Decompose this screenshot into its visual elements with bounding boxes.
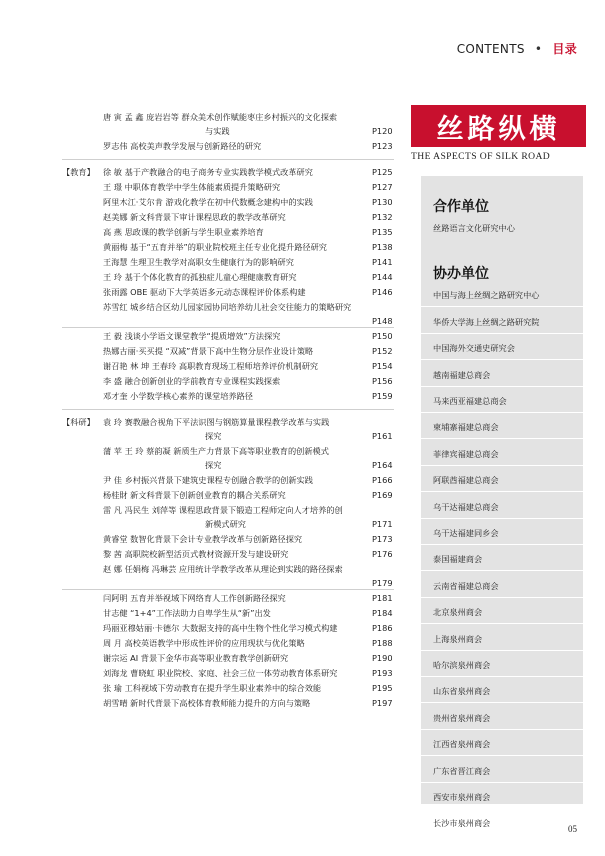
toc-entry[interactable]: [103, 638, 305, 649]
toc-entry-title: 唐 寅 孟 鑫 庞岩岩等 群众美术创作赋能枣庄乡村振兴的文化探索: [103, 112, 338, 122]
toc-entry-title: 热娜古丽·买买提 “双减”背景下高中生物分层作业设计策略: [103, 346, 314, 356]
toc-entry-title: 王 毅 浅谈小学语文课堂教学“提质增效”方法探究: [103, 331, 281, 341]
toc-entry[interactable]: [103, 112, 337, 123]
toc-entry-title: 玛丽亚穆姑丽·卡德尔 大数据支持的高中生物个性化学习模式构建: [103, 623, 338, 633]
toc-page-number: P171: [372, 519, 393, 529]
panel-row-divider: [421, 333, 583, 334]
page-number: 05: [568, 824, 577, 834]
toc-entry-title: 苏雪红 城乡结合区幼儿园家园协同培养幼儿社会交往能力的策略研究: [103, 302, 352, 312]
toc-page-number: P127: [372, 182, 393, 192]
panel-organization: 阿联酋福建总商会: [433, 475, 499, 486]
panel-row-divider: [421, 834, 583, 835]
toc-entry-continuation: 新模式研究: [205, 519, 246, 529]
toc-entry-title: 黄睿堂 数智化背景下会计专业教学改革与创新路径探究: [103, 534, 303, 544]
panel-row-divider: [421, 359, 583, 360]
panel-row-divider: [421, 623, 583, 624]
header-dot: •: [534, 42, 543, 56]
toc-entry-title: 谢宗运 AI 背景下金华市高等职业教育教学创新研究: [103, 653, 289, 663]
toc-entry[interactable]: [103, 182, 280, 193]
toc-page-number: P186: [372, 623, 393, 633]
toc-entry-title: 徐 敏 基于产教融合的电子商务专业实践教学模式改革研究: [103, 167, 313, 177]
toc-entry-title: 闫阿明 五育并举视域下网络育人工作创新路径探究: [103, 593, 286, 603]
toc-entry-title: 邓才奎 小学数学核心素养的课堂培养路径: [103, 391, 253, 401]
toc-category: 【教育】: [62, 167, 95, 177]
toc-entry-title: 谢召艳 林 坤 王春玲 高职教育现场工程师培养评价机制研究: [103, 361, 319, 371]
panel-organization: 山东省泉州商会: [433, 686, 491, 697]
toc-entry[interactable]: [103, 490, 286, 501]
toc-page-number: P184: [372, 608, 393, 618]
panel-row-divider: [421, 729, 583, 730]
panel-row-divider: [421, 491, 583, 492]
toc-page-number: P159: [372, 391, 393, 401]
panel-section-title: 协办单位: [433, 266, 489, 283]
toc-page-number: P132: [372, 212, 393, 222]
panel-organization: 菲律宾福建总商会: [433, 448, 499, 459]
toc-entry[interactable]: [103, 141, 261, 152]
panel-row-divider: [421, 386, 583, 387]
toc-entry-title: 王 玲 基于个体化教育的孤独症儿童心理健康教育研究: [103, 272, 297, 282]
toc-entry[interactable]: [103, 391, 253, 402]
toc-entry[interactable]: [103, 446, 329, 457]
toc-page-number: P190: [372, 653, 393, 663]
toc-entry[interactable]: [103, 593, 286, 604]
toc-page-number: P181: [372, 593, 393, 603]
contents-cn-label: 目录: [552, 42, 577, 56]
toc-entry-title: 袁 玲 赛教融合视角下平法识图与钢筋算量课程教学改革与实践: [103, 417, 330, 427]
toc-entry-title: 李 盛 融合创新创业的学前教育专业课程实践探索: [103, 376, 281, 386]
panel-row-divider: [421, 782, 583, 783]
panel-organization: 泰国福建商会: [433, 554, 483, 565]
toc-entry[interactable]: [103, 167, 313, 178]
toc-entry[interactable]: [103, 653, 288, 664]
panel-row-divider: [421, 755, 583, 756]
toc-entry[interactable]: [103, 361, 318, 372]
toc-entry[interactable]: [103, 683, 321, 694]
toc-page-number: P188: [372, 638, 393, 648]
panel-section-title: 合作单位: [433, 199, 489, 215]
toc-entry[interactable]: [103, 257, 294, 268]
toc-page-number: P144: [372, 272, 393, 282]
toc-entry[interactable]: [103, 227, 264, 238]
panel-organization: 上海泉州商会: [433, 633, 483, 644]
panel-row-divider: [421, 650, 583, 651]
toc-entry[interactable]: [103, 475, 313, 486]
toc-entry[interactable]: [103, 197, 313, 208]
panel-organization: 乌干达福建总商会: [433, 501, 499, 512]
toc-entry-title: 罗志伟 高校美声教学发展与创新路径的研究: [103, 141, 262, 151]
toc-page-number: P120: [372, 126, 393, 136]
toc-entry[interactable]: [103, 564, 343, 575]
toc-page-number: P148: [372, 316, 393, 326]
toc-page-number: P161: [372, 431, 393, 441]
toc-entry-continuation: 与实践: [205, 126, 230, 136]
panel-organization: 贵州省泉州商会: [433, 712, 491, 723]
toc-entry-title: 杨桂財 新文科背景下创新创业教育的耦合关系研究: [103, 490, 286, 500]
toc-entry-title: 高 燕 思政课的教学创新与学生职业素养培育: [103, 227, 264, 237]
toc-entry[interactable]: [103, 608, 271, 619]
toc-entry[interactable]: [103, 505, 343, 516]
panel-organization: 中国海外交通史研究会: [433, 343, 515, 354]
toc-page-number: P123: [372, 141, 393, 151]
toc-entry[interactable]: [103, 534, 302, 545]
toc-entry[interactable]: [103, 272, 297, 283]
toc-entry[interactable]: [103, 376, 280, 387]
toc-entry-title: 王海慧 生理卫生教学对高职女生健康行为的影响研究: [103, 257, 294, 267]
toc-page-number: P193: [372, 668, 393, 678]
toc-page-number: P195: [372, 683, 393, 693]
panel-organization: 云南省福建总商会: [433, 580, 499, 591]
toc-entry-title: 王 璟 中职体育教学中学生体能素质提升策略研究: [103, 182, 281, 192]
toc-entry[interactable]: [103, 287, 306, 298]
panel-row-divider: [421, 676, 583, 677]
toc-entry[interactable]: [103, 668, 337, 679]
toc-entry-title: 黎 茜 高职院校新型活页式教材资源开发与建设研究: [103, 549, 289, 559]
toc-page-number: P176: [372, 549, 393, 559]
panel-organization: 北京泉州商会: [433, 607, 483, 618]
toc-entry[interactable]: [103, 302, 351, 313]
toc-page-number: P138: [372, 242, 393, 252]
panel-organization: 中国与海上丝绸之路研究中心: [433, 290, 540, 301]
page-header: [457, 40, 577, 57]
toc-entry-title: 蒲 苹 王 玲 蔡韵凝 新质生产力背景下高等职业教育的创新模式: [103, 446, 329, 456]
toc-entry-title: 胡雪晴 新时代背景下高校体育教师能力提升的方向与策略: [103, 698, 311, 708]
toc-page-number: P169: [372, 490, 393, 500]
section-divider: [62, 159, 394, 160]
panel-row-divider: [421, 570, 583, 571]
toc-entry-title: 周 月 高校英语教学中形成性评价的应用现状与优化策略: [103, 638, 305, 648]
toc-entry-title: 刘海龙 曹晓虹 职业院校、家庭、社会三位一体劳动教育体系研究: [103, 668, 338, 678]
panel-row-divider: [421, 306, 583, 307]
toc-entry-title: 张 瑜 工科视域下劳动教育在提升学生职业素养中的综合效能: [103, 683, 322, 693]
panel-organization: 西安市泉州商会: [433, 792, 491, 802]
panel-row-divider: [421, 544, 583, 545]
toc-page-number: P164: [372, 460, 393, 470]
panel-organization: 哈尔滨泉州商会: [433, 660, 491, 670]
toc-entry[interactable]: [103, 417, 329, 428]
toc-entry[interactable]: [103, 212, 286, 223]
panel-row-divider: [421, 518, 583, 519]
panel-row-divider: [421, 438, 583, 439]
toc-page-number: P141: [372, 257, 393, 267]
panel-organization: 广东省晋江商会: [433, 765, 491, 776]
panel-organization: 马来西亚福建总商会: [433, 396, 507, 406]
toc-page-number: P150: [372, 331, 393, 341]
toc-page-number: P166: [372, 475, 393, 485]
toc-entry-continuation: 探究: [205, 460, 222, 470]
toc-entry-title: 阿里木江·艾尔肯 游戏化教学在初中代数概念建构中的实践: [103, 197, 313, 207]
magazine-logo: 丝路纵横: [411, 105, 586, 147]
toc-page-number: P125: [372, 167, 393, 177]
panel-row-divider: [421, 465, 583, 466]
panel-row-divider: [421, 412, 583, 413]
toc-entry-title: 尹 佳 乡村振兴背景下建筑史课程专创融合教学的创新实践: [103, 475, 313, 485]
toc-entry-title: 赵美娜 新文科背景下审计课程思政的教学改革研究: [103, 212, 286, 222]
toc-page-number: P173: [372, 534, 393, 544]
panel-organization: 丝路语言文化研究中心: [433, 223, 515, 233]
toc-page-number: P152: [372, 346, 393, 356]
toc-entry[interactable]: [103, 549, 288, 560]
toc-page-number: P146: [372, 287, 393, 297]
toc-entry[interactable]: [103, 346, 313, 357]
toc-entry-title: 甘志健 “1+4”工作法助力自卑学生从“新”出发: [103, 608, 271, 618]
group-divider: [62, 589, 394, 590]
panel-row-divider: [421, 702, 583, 703]
group-divider: [62, 327, 394, 328]
toc-entry[interactable]: [103, 331, 280, 342]
panel-row-divider: [421, 808, 583, 809]
panel-row-divider: [421, 597, 583, 598]
section-divider: [62, 409, 394, 410]
magazine-english-title: THE ASPECTS OF SILK ROAD: [411, 151, 551, 162]
toc-page-number: P197: [372, 698, 393, 708]
panel-organization: 乌干达福建同乡会: [433, 528, 499, 538]
panel-organization: 华侨大学海上丝绸之路研究院: [433, 316, 540, 327]
toc-page-number: P154: [372, 361, 393, 371]
toc-entry-title: 雷 凡 冯民生 刘萍等 课程思政背景下锻造工程师定向人才培养的创: [103, 505, 343, 515]
toc-page-number: P156: [372, 376, 393, 386]
toc-page-number: P179: [372, 578, 393, 588]
toc-category: 【科研】: [62, 417, 95, 427]
toc-entry[interactable]: [103, 698, 310, 709]
panel-organization: 长沙市泉州商会: [433, 818, 491, 829]
toc-entry[interactable]: [103, 242, 327, 253]
toc-page-number: P135: [372, 227, 393, 237]
toc-page-number: P130: [372, 197, 393, 207]
panel-organization: 越南福建总商会: [433, 369, 491, 380]
toc-entry-title: 张雨露 OBE 驱动下大学英语多元动态课程评价体系构建: [103, 287, 306, 297]
contents-label: CONTENTS: [456, 42, 525, 56]
toc-entry-title: 黄丽梅 基于“五育并举”的职业院校班主任专业化提升路径研究: [103, 242, 327, 252]
toc-entry-title: 赵 娜 任娟梅 冯琳芸 应用统计学教学改革从理论到实践的路径探索: [103, 564, 343, 574]
panel-organization: 柬埔寨福建总商会: [433, 422, 499, 433]
toc-entry-continuation: 探究: [205, 431, 222, 441]
toc-entry[interactable]: [103, 623, 337, 634]
panel-organization: 江西省泉州商会: [433, 739, 491, 750]
